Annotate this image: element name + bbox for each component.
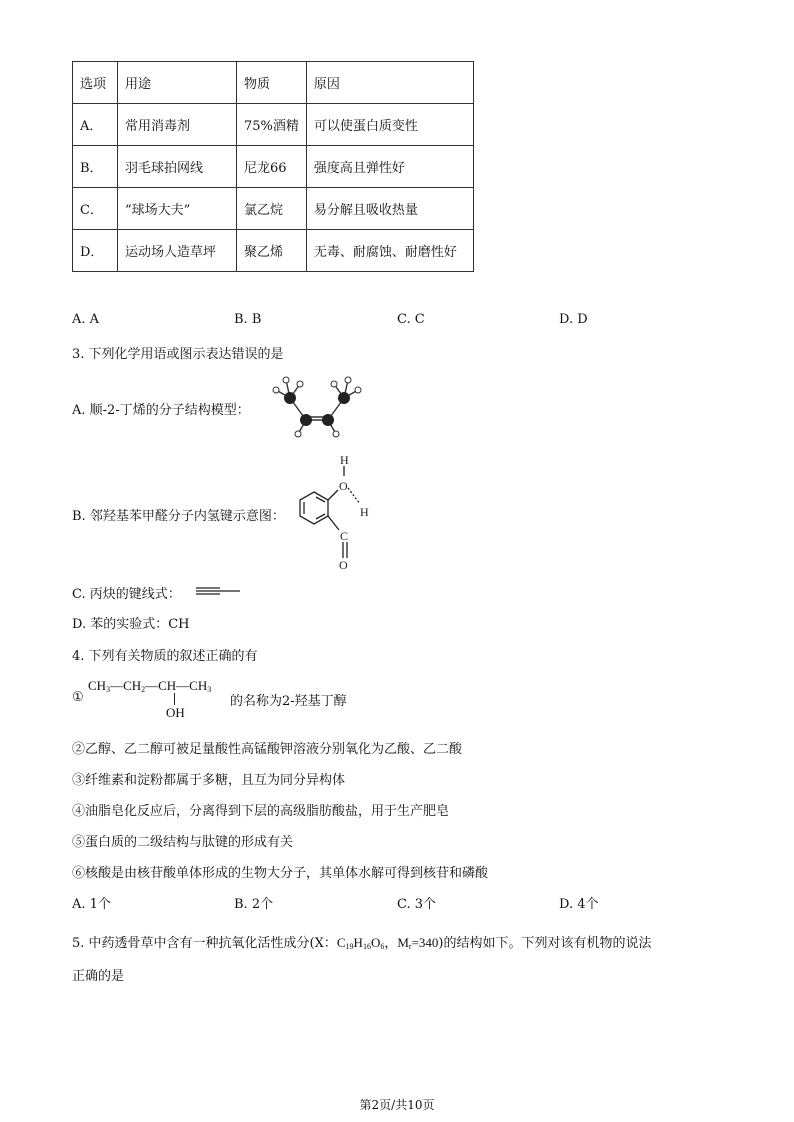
table-cell: A． bbox=[73, 104, 118, 146]
relative-mass bbox=[397, 935, 438, 950]
atom-label: H bbox=[360, 505, 369, 519]
table-cell: 无毒、耐腐蚀、耐磨性好 bbox=[306, 230, 473, 272]
q4-stem: 4. 下列有关物质的叙述正确的有 bbox=[72, 649, 258, 664]
q4-item-1-text: 的名称为2-羟基丁醇 bbox=[230, 694, 347, 709]
propyne-line-formula bbox=[194, 585, 244, 597]
table-row bbox=[73, 104, 474, 146]
hydrogen-bond-diagram bbox=[294, 452, 384, 574]
item-number: ① bbox=[72, 690, 84, 705]
choice-c[interactable]: C. 3个 bbox=[397, 897, 437, 912]
table-cell: 运动场人造草坪 bbox=[118, 230, 237, 272]
molecular-formula: $C_{19}H_{16}O_6$ bbox=[336, 935, 385, 951]
atom-label: H bbox=[340, 453, 349, 467]
table-cell: 羽毛球拍网线 bbox=[118, 146, 237, 188]
table-cell: 尼龙66 bbox=[237, 146, 307, 188]
table-cell: “球场大夫” bbox=[118, 188, 237, 230]
q4-item: ⑥核酸是由核苷酸单体形成的生物大分子，其单体水解可得到核苷和磷酸 bbox=[72, 866, 489, 881]
table-cell: 强度高且弹性好 bbox=[306, 146, 473, 188]
choice-c[interactable]: C. C bbox=[397, 312, 425, 327]
table-cell: 选项 bbox=[73, 62, 118, 104]
table-header-row bbox=[73, 62, 474, 104]
choice-b[interactable]: B. 2个 bbox=[234, 897, 274, 912]
choice-a[interactable]: A. 1个 bbox=[72, 897, 111, 912]
q3-stem: 3. 下列化学用语或图示表达错误的是 bbox=[72, 347, 284, 362]
q3-option-c[interactable]: C. 丙炔的键线式： bbox=[72, 587, 181, 602]
table-row bbox=[73, 146, 474, 188]
table-row bbox=[73, 188, 474, 230]
choice-d[interactable]: D. D bbox=[559, 312, 588, 327]
table-cell: 用途 bbox=[118, 62, 237, 104]
q4-item: ④油脂皂化反应后，分离得到下层的高级脂肪酸盐，用于生产肥皂 bbox=[72, 804, 450, 819]
table-cell: B． bbox=[73, 146, 118, 188]
atom-label: O bbox=[339, 558, 348, 572]
q4-item: ③纤维素和淀粉都属于多糖，且互为同分异构体 bbox=[72, 773, 346, 788]
mr-symbol: M bbox=[397, 935, 409, 950]
choice-b[interactable]: B. B bbox=[234, 312, 262, 327]
table-cell: 氯乙烷 bbox=[237, 188, 307, 230]
table-cell: C． bbox=[73, 188, 118, 230]
q5-stem: 5. 中药透骨草中含有一种抗氧化活性成分(X：$C_{19}H_{16}O_6$，$M_r=340$)的结构如下。下列对该有机物的说法 bbox=[72, 935, 652, 951]
table-cell: 常用消毒剂 bbox=[118, 104, 237, 146]
mr-value: =340 bbox=[411, 935, 439, 950]
atom-label: O bbox=[339, 479, 348, 493]
table-cell: 可以使蛋白质变性 bbox=[306, 104, 473, 146]
page-footer: 第2页/共10页 bbox=[359, 1098, 435, 1112]
butanol-formula: $CH_3—CH_2—CH—CH_3$ bbox=[88, 678, 212, 694]
atom-label: C bbox=[340, 529, 349, 543]
table-cell: 聚乙烯 bbox=[237, 230, 307, 272]
options-table bbox=[72, 61, 474, 272]
q5-line2: 正确的是 bbox=[72, 969, 125, 984]
cis-2-butene-model bbox=[262, 372, 372, 442]
table-row bbox=[73, 230, 474, 272]
q5-prefix: 5. 中药透骨草中含有一种抗氧化活性成分(X： bbox=[72, 936, 337, 951]
q3-option-d[interactable]: D. 苯的实验式：CH bbox=[72, 617, 190, 632]
q4-item: ②乙醇、乙二醇可被足量酸性高锰酸钾溶液分别氧化为乙酸、乙二酸 bbox=[72, 742, 463, 757]
q3-option-a[interactable]: A. 顺-2-丁烯的分子结构模型： bbox=[72, 403, 250, 418]
table-cell: D． bbox=[73, 230, 118, 272]
choice-d[interactable]: D. 4个 bbox=[559, 897, 599, 912]
hydroxyl-group: OH bbox=[166, 705, 185, 720]
q3-option-b[interactable]: B. 邻羟基苯甲醛分子内氢键示意图： bbox=[72, 509, 285, 524]
q4-item: ⑤蛋白质的二级结构与肽键的形成有关 bbox=[72, 835, 294, 850]
table-cell: 易分解且吸收热量 bbox=[306, 188, 473, 230]
table-cell: 75%酒精 bbox=[237, 104, 307, 146]
q5-suffix: )的结构如下。下列对该有机物的说法 bbox=[438, 936, 652, 951]
choice-a[interactable]: A. A bbox=[72, 312, 100, 327]
table-cell: 原因 bbox=[306, 62, 473, 104]
bond-line bbox=[174, 693, 175, 705]
mr-subscript: r bbox=[408, 942, 412, 951]
table-cell: 物质 bbox=[237, 62, 307, 104]
